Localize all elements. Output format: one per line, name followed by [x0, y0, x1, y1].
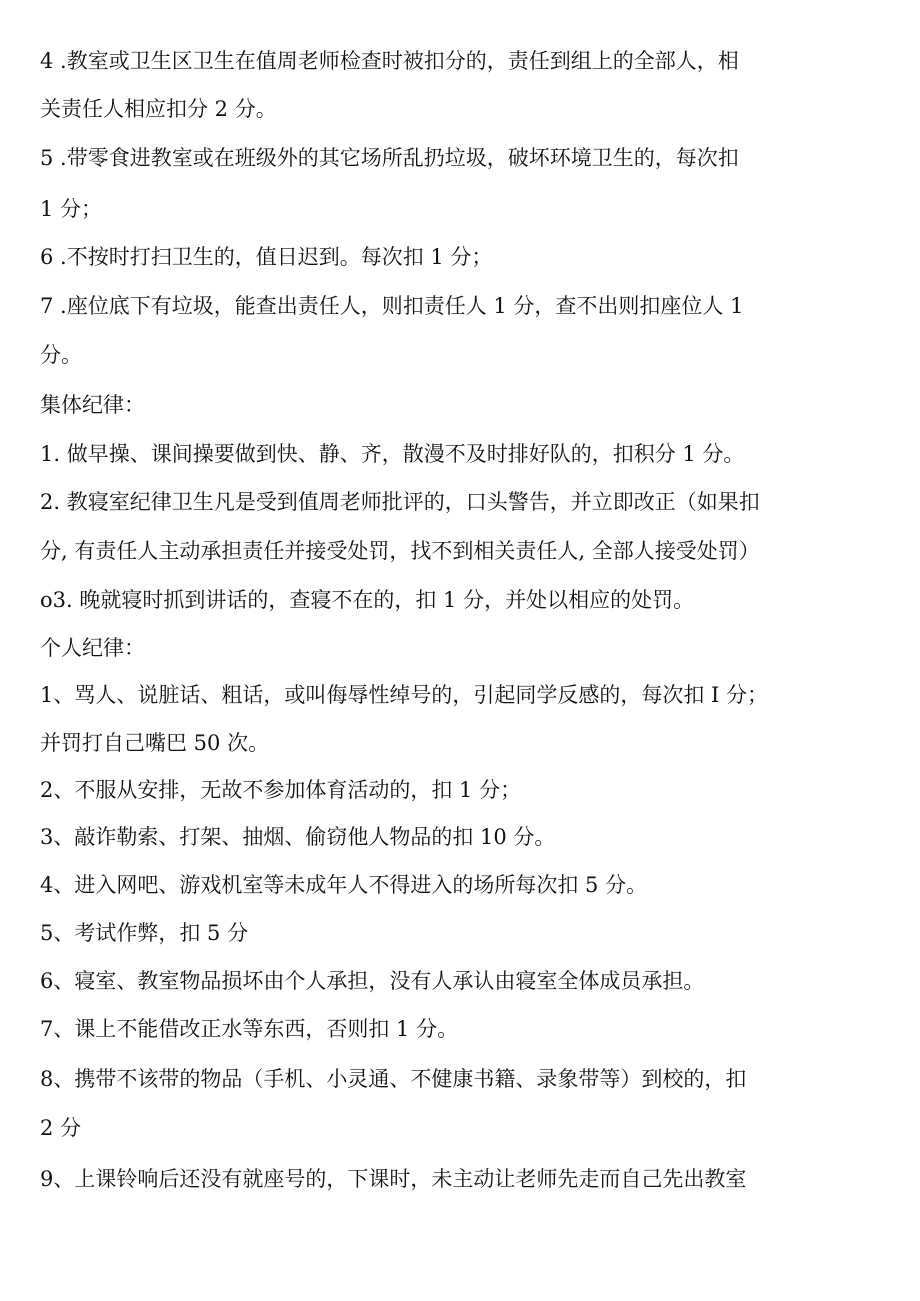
text-line: 8、携带不该带的物品（手机、小灵通、不健康书籍、录象带等）到校的，扣 — [40, 1067, 747, 1091]
text-line: 关责任人相应扣分 2 分。 — [40, 97, 277, 121]
text-line: 1、骂人、说脏话、粗话，或叫侮辱性绰号的，引起同学反感的，每次扣 I 分； — [40, 683, 769, 707]
text-line: 2、不服从安排，无故不参加体育活动的，扣 1 分； — [40, 778, 522, 802]
text-line: 4、进入网吧、游戏机室等未成年人不得进入的场所每次扣 5 分。 — [40, 873, 648, 897]
text-line: 分, 有责任人主动承担责任并接受处罚，找不到相关责任人, 全部人接受处罚） — [40, 539, 760, 563]
text-line: 4 .教室或卫生区卫生在值周老师检查时被扣分的，责任到组上的全部人，相 — [40, 49, 739, 73]
text-line: 7 .座位底下有垃圾，能查出责任人，则扣责任人 1 分，查不出则扣座位人 1 — [40, 294, 744, 318]
text-line: 并罚打自己嘴巴 50 次。 — [40, 731, 270, 755]
text-line: 1. 做早操、课间操要做到快、静、齐，散漫不及时排好队的，扣积分 1 分。 — [40, 442, 745, 466]
text-line: 5 .带零食进教室或在班级外的其它场所乱扔垃圾，破坏环境卫生的，每次扣 — [40, 146, 739, 170]
text-line: o3. 晚就寝时抓到讲话的，查寝不在的，扣 1 分，并处以相应的处罚。 — [40, 588, 695, 612]
text-line: 9、上课铃响后还没有就座号的，下课时，未主动让老师先走而自己先出教室 — [40, 1167, 747, 1191]
text-line: 6 .不按时打扫卫生的，值日迟到。每次扣 1 分； — [40, 245, 493, 269]
text-line: 2 分 — [40, 1116, 82, 1140]
section-heading-collective-discipline: 集体纪律： — [40, 393, 145, 417]
text-line: 6、寝室、教室物品损坏由个人承担，没有人承认由寝室全体成员承担。 — [40, 969, 705, 993]
text-line: 2. 教寝室纪律卫生凡是受到值周老师批评的，口头警告，并立即改正（如果扣 — [40, 490, 760, 514]
text-line: 分。 — [40, 343, 82, 367]
section-heading-personal-discipline: 个人纪律： — [40, 636, 145, 660]
text-line: 3、敲诈勒索、打架、抽烟、偷窃他人物品的扣 10 分。 — [40, 825, 556, 849]
text-line: 1 分； — [40, 197, 103, 221]
text-line: 7、课上不能借改正水等东西，否则扣 1 分。 — [40, 1017, 459, 1041]
text-line: 5、考试作弊，扣 5 分 — [40, 921, 249, 945]
